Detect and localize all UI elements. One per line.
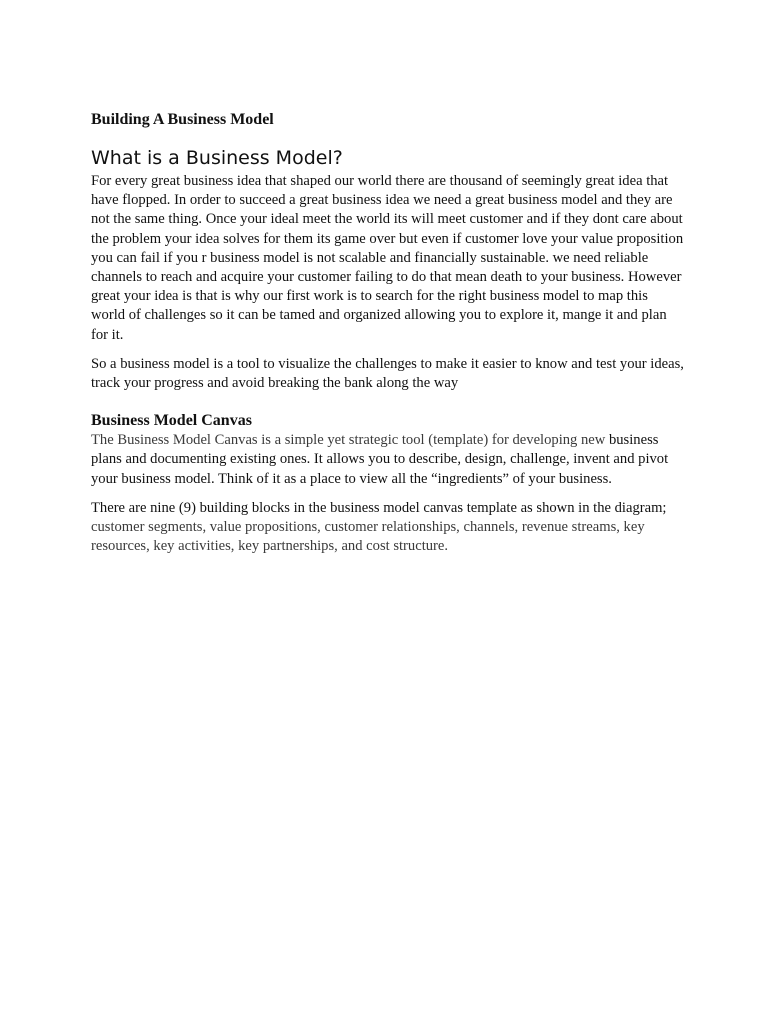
document-title: Building A Business Model [91, 111, 274, 128]
paragraph-building-blocks-part1: There are nine (9) building blocks in the business model canvas template as shown in the diagram; [91, 499, 667, 516]
document-body [91, 110, 685, 566]
paragraph-building-blocks-list: customer segments, value propositions, customer relationships, channels, revenue streams, key resources, key activities, key partnerships, and cost structure. [91, 519, 645, 555]
paragraph-canvas-description [91, 431, 685, 489]
section-heading-what-is-business-model: What is a Business Model? [91, 147, 343, 169]
paragraph-business-idea: For every great business idea that shaped our world there are thousand of seemingly great idea that have flopped. In order to succeed a great business idea we need a great business model and they are not the same thing. Once your ideal meet the world its will meet customer and if they dont care about the problem your idea solves for them its game over but even if customer love your value proposition you can fail if you r business model is not scalable and financially sustainable. we need reliable channels to reach and acquire your customer failing to do that mean death to your business. However great your idea is that is why our first work is to search for the right business model to map this world of challenges so it can be tamed and organized allowing you to explore it, mange it and plan for it. [91, 173, 684, 343]
section-heading-business-model-canvas: Business Model Canvas [91, 412, 252, 430]
paragraph-canvas-description-part2: business plans and documenting existing ones. It allows you to describe, design, challenge, invent and pivot your business model. Think of it as a place to view all the “ingredients” of your business. [91, 432, 669, 487]
paragraph-business-model-tool: So a business model is a tool to visualize the challenges to make it easier to know and test your ideas, track your progress and avoid breaking the bank along the way [91, 355, 684, 392]
paragraph-building-blocks [91, 499, 685, 557]
paragraph-canvas-description-part1: The Business Model Canvas is a simple yet strategic tool (template) for developing new [91, 432, 606, 449]
